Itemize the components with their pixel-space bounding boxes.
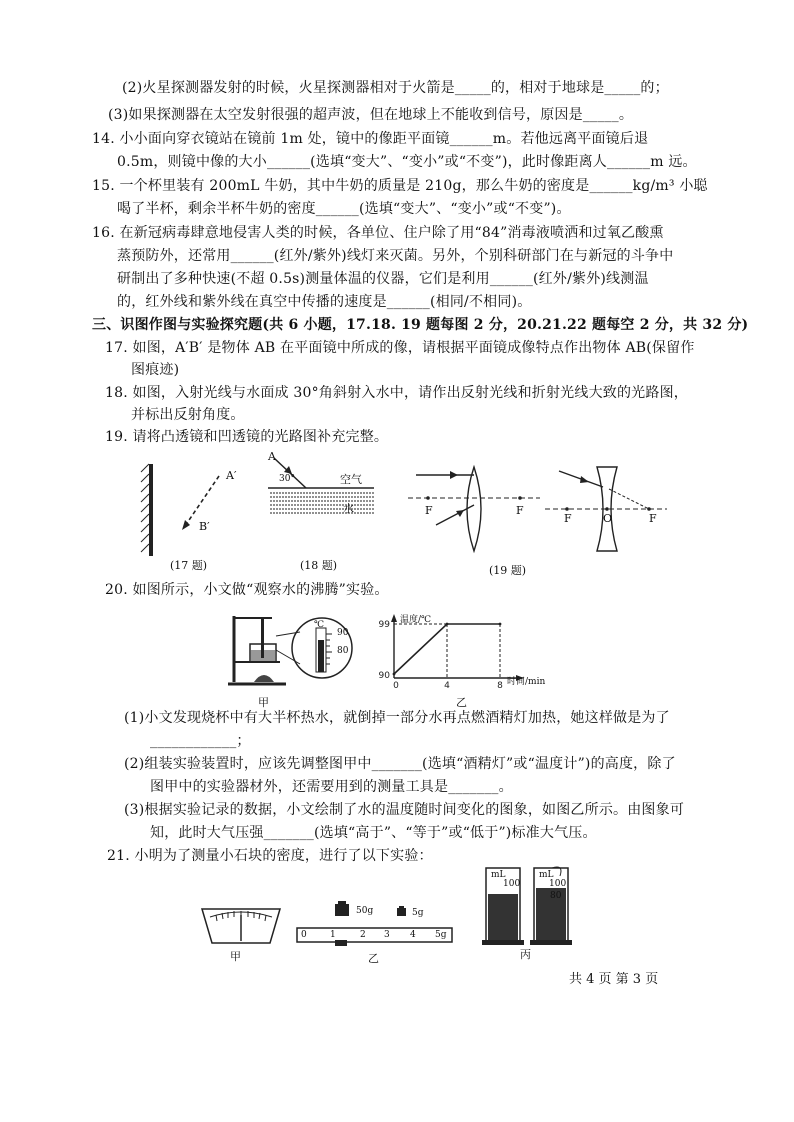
fig18-angle: 30° bbox=[279, 474, 295, 484]
ruler-tick-1: 1 bbox=[330, 930, 336, 940]
q16-line3: 研制出了多种快速(不超 0.5s)测量体温的仪器，它们是利用______(红外/紫外)线测温 bbox=[117, 271, 649, 287]
y-axis-arrow bbox=[391, 614, 397, 622]
temperature-point-0 bbox=[393, 673, 396, 676]
fig18-water: 水 bbox=[343, 502, 354, 515]
alcohol-lamp bbox=[254, 675, 274, 682]
fig18-air: 空气 bbox=[340, 473, 362, 486]
fig17-label-a: A′ bbox=[226, 469, 237, 482]
ruler-tick-3: 3 bbox=[384, 930, 390, 940]
q15-line1: 15. 一个杯里装有 200mL 牛奶，其中牛奶的质量是 210g，那么牛奶的密度是______kg/m³ 小聪 bbox=[92, 178, 708, 194]
q13-part2: (2)火星探测器发射的时候，火星探测器相对于火箭是_____的，相对于地球是_____的； bbox=[122, 80, 669, 96]
cylinder-1-base bbox=[482, 940, 524, 945]
fig19-right-focus: F bbox=[516, 504, 524, 517]
fig20-thermo-unit: ℃ bbox=[314, 620, 325, 630]
x-tick-0: 0 bbox=[393, 681, 399, 691]
weight-50g-top bbox=[338, 901, 346, 905]
y-tick-90: 90 bbox=[378, 671, 390, 681]
ruler-tick-5: 5g bbox=[435, 930, 447, 940]
incident-arrow bbox=[284, 466, 292, 474]
chart-xlabel: 时间/min bbox=[507, 677, 546, 687]
weight-5g bbox=[397, 908, 406, 916]
page-number: 共 4 页 第 3 页 bbox=[569, 972, 659, 987]
convex-lens bbox=[467, 467, 481, 551]
fig21-label-jia: 甲 bbox=[230, 950, 241, 963]
q18-line2: 并标出反射角度。 bbox=[131, 407, 245, 423]
cyl2-unit: mL bbox=[539, 870, 554, 880]
fig20-thermo-80: 80 bbox=[337, 646, 349, 656]
image-arrow-head bbox=[182, 520, 190, 530]
q13-part3: (3)如果探测器在太空发射很强的超声波，但在地球上不能收到信号，原因是_____。 bbox=[108, 107, 634, 123]
mirror-hatching bbox=[141, 464, 149, 552]
section-three-heading: 三、识图作图与实验探究题(共 6 小题，17.18. 19 题每图 2 分，20.21.22 题每空 2 分，共 32 分) bbox=[92, 317, 749, 333]
fig19-left-focus: F bbox=[425, 504, 433, 517]
fig19-concave-right-focus: F bbox=[649, 512, 657, 525]
q20-part2-line2: 图甲中的实验器材外，还需要用到的测量工具是_______。 bbox=[150, 779, 513, 795]
fig20-thermo-90: 90 bbox=[337, 628, 349, 638]
mirror-surface bbox=[149, 464, 153, 556]
cylinder-2-base bbox=[530, 940, 572, 945]
fig19-concave-origin: O bbox=[603, 512, 613, 525]
cyl2-80: 80 bbox=[550, 891, 562, 901]
temperature-point-2 bbox=[499, 623, 502, 626]
fig20-label-jia: 甲 bbox=[258, 696, 269, 709]
fig21-weights-ruler bbox=[295, 900, 455, 950]
q20-part3-line2: 知，此时大气压强_______(选填“高于”、“等于”或“低于”)标准大气压。 bbox=[150, 825, 597, 841]
q16-line2: 蒸预防外，还常用______(红外/紫外)线灯来灭菌。另外，个别科研部门在与新冠的斗争中 bbox=[117, 248, 674, 264]
temperature-point-1 bbox=[446, 623, 449, 626]
weight-50g bbox=[335, 904, 349, 916]
ray-extension bbox=[609, 489, 649, 509]
weight-5g-top bbox=[399, 906, 404, 909]
fig21-label-bing: 丙 bbox=[520, 948, 531, 961]
q20: 20. 如图所示，小文做“观察水的沸腾”实验。 bbox=[105, 582, 389, 598]
fig18-caption: (18 题) bbox=[300, 559, 338, 572]
fig19-caption: (19 题) bbox=[489, 564, 527, 577]
fig19-concave-left-focus: F bbox=[564, 512, 572, 525]
fig21-label-yi: 乙 bbox=[368, 952, 379, 965]
cylinder-1-liquid bbox=[488, 894, 518, 940]
water-hatching bbox=[270, 493, 374, 513]
thermometer-zoom-liquid bbox=[318, 640, 324, 672]
ruler-tick-4: 4 bbox=[410, 930, 416, 940]
chart-title: 温度/℃ bbox=[400, 615, 432, 625]
ruler-tick-0: 0 bbox=[301, 930, 307, 940]
fig17-mirror-diagram bbox=[135, 458, 265, 558]
q20-part1-line1: (1)小文发现烧杯中有大半杯热水，就倒掉一部分水再点燃酒精灯加热，她这样做是为了 bbox=[124, 710, 670, 726]
ruler-tick-2: 2 bbox=[360, 930, 366, 940]
x-tick-8: 8 bbox=[497, 681, 503, 691]
cyl1-unit: mL bbox=[491, 870, 506, 880]
fig21-weight-50-label: 50g bbox=[356, 906, 374, 916]
q17-line1: 17. 如图，A′B′ 是物体 AB 在平面镜中所成的像，请根据平面镜成像特点作出物体 AB(保留作 bbox=[105, 340, 695, 356]
fig18-refraction-diagram bbox=[262, 452, 382, 524]
cyl2-100: 100 bbox=[549, 879, 567, 889]
fig21-weight-5-label: 5g bbox=[412, 908, 424, 918]
fig18-label-a: A bbox=[268, 450, 276, 463]
q14-line2: 0.5m，则镜中像的大小______(选填“变大”、“变小”或“不变”)，此时像距离人______m 远。 bbox=[117, 154, 697, 170]
fig19-concave-lens-diagram bbox=[545, 463, 670, 555]
q16-line4: 的，红外线和紫外线在真空中传播的速度是______(相同/不相同)。 bbox=[117, 294, 532, 310]
x-tick-4: 4 bbox=[444, 681, 450, 691]
ruler-body bbox=[297, 928, 452, 942]
cyl1-100: 100 bbox=[503, 879, 521, 889]
q21: 21. 小明为了测量小石块的密度，进行了以下实验： bbox=[107, 848, 433, 864]
q20-part1-line2: ____________； bbox=[150, 733, 251, 749]
q19: 19. 请将凸透镜和凹透镜的光路图补充完整。 bbox=[105, 429, 389, 445]
q15-line2: 喝了半杯，剩余半杯牛奶的密度______(选填“变大”、“变小”或“不变”)。 bbox=[117, 201, 571, 217]
fig20-label-yi: 乙 bbox=[456, 696, 467, 709]
fig17-caption: (17 题) bbox=[170, 559, 208, 572]
q20-part3-line1: (3)根据实验记录的数据，小文绘制了水的温度随时间变化的图象，如图乙所示。由图象可 bbox=[124, 802, 685, 818]
thermometer-in-beaker bbox=[261, 618, 264, 658]
q16-line1: 16. 在新冠病毒肆意地侵害人类的时候，各单位、住户除了用“84”消毒液喷洒和过氧乙酸熏 bbox=[92, 225, 664, 241]
q17-line2: 图痕迹) bbox=[131, 362, 180, 378]
fig17-label-b: B′ bbox=[199, 520, 210, 533]
q20-part2-line1: (2)组装实验装置时，应该先调整图甲中_______(选填“酒精灯”或“温度计”)的高度，除了 bbox=[124, 756, 676, 772]
ruler-rider bbox=[335, 940, 347, 946]
q18-line1: 18. 如图，入射光线与水面成 30°角斜射入水中，请作出反射光线和折射光线大致的光路图， bbox=[105, 385, 688, 401]
image-ab-dashed bbox=[185, 476, 219, 526]
y-tick-99: 99 bbox=[378, 620, 390, 630]
fig21-balance-dial bbox=[200, 905, 282, 947]
q14-line1: 14. 小小面向穿衣镜站在镜前 1m 处，镜中的像距平面镜______m。若他远离平面镜后退 bbox=[92, 131, 649, 147]
